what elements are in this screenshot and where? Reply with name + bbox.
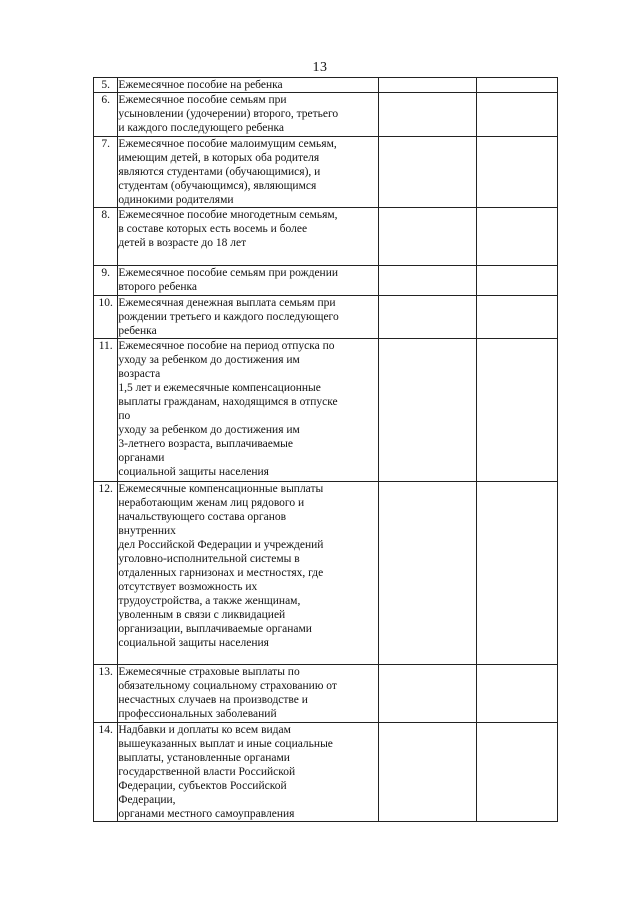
description-line: ребенка <box>118 325 157 337</box>
row-description <box>118 137 379 208</box>
empty-cell <box>476 482 557 665</box>
empty-cell <box>379 296 476 339</box>
table-row <box>94 723 558 822</box>
description-line: начальствующего состава органов <box>118 511 287 523</box>
description-line: государственной власти Российской <box>118 766 296 778</box>
description-line: имеющим детей, в которых оба родителя <box>118 152 320 164</box>
empty-cell <box>379 723 476 822</box>
description-line: Ежемесячное пособие на ребенка <box>118 79 283 91</box>
empty-cell <box>476 208 557 266</box>
description-line: 3-летнего возраста, выплачиваемые <box>118 438 293 450</box>
description-line: в составе которых есть восемь и более <box>118 223 308 235</box>
empty-cell <box>379 208 476 266</box>
row-description <box>118 665 379 723</box>
description-line: обязательному социальному страхованию от <box>118 680 337 692</box>
empty-cell <box>476 137 557 208</box>
description-line: социальной защиты населения <box>118 637 269 649</box>
empty-cell <box>476 665 557 723</box>
description-line: 1,5 лет и ежемесячные компенсационные <box>118 382 321 394</box>
empty-cell <box>379 482 476 665</box>
description-line: профессиональных заболеваний <box>118 708 277 720</box>
description-line: второго ребенка <box>118 281 198 293</box>
row-number: 5. <box>94 78 118 93</box>
row-number: 12. <box>94 482 118 665</box>
payments-table <box>93 77 558 822</box>
table-row <box>94 296 558 339</box>
row-number: 7. <box>94 137 118 208</box>
table-row <box>94 266 558 296</box>
description-line: уволенным в связи с ликвидацией <box>118 609 286 621</box>
description-line: Федерации, <box>118 794 176 806</box>
table-row <box>94 78 558 93</box>
description-line: выплаты, установленные органами <box>118 752 290 764</box>
description-line: Ежемесячное пособие семьям при рождении <box>118 267 339 279</box>
description-line: отсутствует возможность их <box>118 581 258 593</box>
description-line: Надбавки и доплаты ко всем видам <box>118 724 291 736</box>
table-row <box>94 208 558 266</box>
row-number: 13. <box>94 665 118 723</box>
empty-cell <box>476 93 557 137</box>
empty-cell <box>379 266 476 296</box>
description-line: по <box>118 410 131 422</box>
description-line: Ежемесячное пособие многодетным семьям, <box>118 209 338 221</box>
description-line: отдаленных гарнизонах и местностях, где <box>118 567 324 579</box>
row-number: 14. <box>94 723 118 822</box>
page-number: 13 <box>312 60 328 75</box>
row-number: 6. <box>94 93 118 137</box>
description-line: уходу за ребенком до достижения им <box>118 424 300 436</box>
description-line: органами <box>118 452 165 464</box>
description-line: неработающим женам лиц рядового и <box>118 497 305 509</box>
row-description <box>118 339 379 482</box>
row-number: 10. <box>94 296 118 339</box>
description-line: Ежемесячные страховые выплаты по <box>118 666 300 678</box>
description-line: одинокими родителями <box>118 194 234 206</box>
description-line: Федерации, субъектов Российской <box>118 780 287 792</box>
row-description <box>118 482 379 665</box>
description-line: социальной защиты населения <box>118 466 269 478</box>
description-line: вышеуказанных выплат и иные социальные <box>118 738 333 750</box>
description-line: уходу за ребенком до достижения им <box>118 354 300 366</box>
row-description <box>118 208 379 266</box>
description-line: трудоустройства, а также женщинам, <box>118 595 301 607</box>
description-line: Ежемесячное пособие малоимущим семьям, <box>118 138 337 150</box>
description-line: усыновлении (удочерении) второго, третьего <box>118 108 339 120</box>
description-line: студентам (обучающимся), являющимся <box>118 180 317 192</box>
description-line: несчастных случаев на производстве и <box>118 694 308 706</box>
empty-cell <box>476 723 557 822</box>
empty-cell <box>379 339 476 482</box>
table-row <box>94 339 558 482</box>
description-line: дел Российской Федерации и учреждений <box>118 539 324 551</box>
table-row <box>94 482 558 665</box>
description-line: возраста <box>118 368 161 380</box>
empty-cell <box>476 266 557 296</box>
empty-cell <box>379 665 476 723</box>
row-description <box>118 296 379 339</box>
description-line: и каждого последующего ребенка <box>118 122 285 134</box>
description-line: уголовно-исполнительной системы в <box>118 553 300 565</box>
description-line: внутренних <box>118 525 176 537</box>
description-line: являются студентами (обучающимися), и <box>118 166 321 178</box>
row-number: 11. <box>94 339 118 482</box>
description-line: детей в возрасте до 18 лет <box>118 237 247 249</box>
description-line: рождении третьего и каждого последующего <box>118 311 339 323</box>
row-description <box>118 93 379 137</box>
empty-cell <box>379 137 476 208</box>
table-row <box>94 137 558 208</box>
description-line: Ежемесячная денежная выплата семьям при <box>118 297 336 309</box>
description-line: выплаты гражданам, находящимся в отпуске <box>118 396 338 408</box>
row-number: 8. <box>94 208 118 266</box>
table-row <box>94 93 558 137</box>
table-row <box>94 665 558 723</box>
empty-cell <box>379 93 476 137</box>
description-line: органами местного самоуправления <box>118 808 295 820</box>
row-number: 9. <box>94 266 118 296</box>
row-description <box>118 78 379 93</box>
row-description <box>118 266 379 296</box>
description-line: Ежемесячное пособие семьям при <box>118 94 287 106</box>
empty-cell <box>379 78 476 93</box>
row-description <box>118 723 379 822</box>
description-line: Ежемесячное пособие на период отпуска по <box>118 340 335 352</box>
description-line: организации, выплачиваемые органами <box>118 623 312 635</box>
empty-cell <box>476 296 557 339</box>
empty-cell <box>476 78 557 93</box>
empty-cell <box>476 339 557 482</box>
description-line: Ежемесячные компенсационные выплаты <box>118 483 324 495</box>
